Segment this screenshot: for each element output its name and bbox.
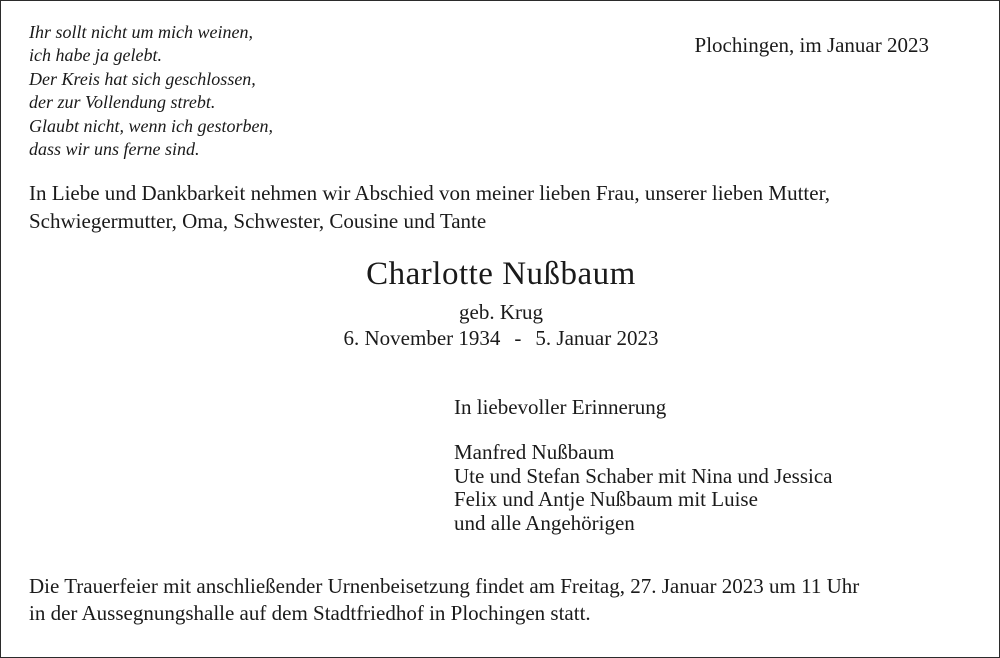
intro-line: Schwiegermutter, Oma, Schwester, Cousine und Tante [29, 209, 487, 233]
ceremony-line: Die Trauerfeier mit anschließender Urnenbeisetzung findet am Freitag, 27. Januar 2023 um 11 Uhr [29, 574, 860, 598]
memory-line: In liebevoller Erinnerung [454, 395, 667, 419]
birth-date: 6. November 1934 [343, 326, 501, 350]
poem-line: Ihr sollt nicht um mich weinen, [29, 22, 253, 42]
poem-line: der zur Vollendung strebt. [29, 92, 216, 113]
birth-name: geb. Krug [459, 300, 543, 324]
mourner: Manfred Nußbaum [454, 440, 615, 464]
intro-text [29, 179, 830, 235]
mourners-list [454, 441, 833, 535]
poem-line: Glaubt nicht, wenn ich gestorben, [29, 115, 273, 136]
mourner: und alle Angehörigen [454, 510, 635, 535]
ceremony-info [29, 573, 859, 627]
date-separator: - [514, 326, 522, 350]
deceased-name: Charlotte Nußbaum [366, 256, 636, 292]
intro-line: In Liebe und Dankbarkeit nehmen wir Abschied von meiner lieben Frau, unserer lieben Mutter, [29, 181, 830, 205]
mourner: Felix und Antje Nußbaum mit Luise [454, 487, 758, 511]
poem-line: ich habe ja gelebt. [29, 45, 162, 66]
death-date: 5. Januar 2023 [535, 326, 659, 350]
poem-line: dass wir uns ferne sind. [29, 139, 200, 160]
life-dates [1, 326, 1000, 351]
poem [29, 21, 273, 161]
place-and-date: Plochingen, im Januar 2023 [694, 33, 929, 57]
poem-line: Der Kreis hat sich geschlossen, [29, 68, 256, 89]
mourner: Ute und Stefan Schaber mit Nina und Jessica [454, 463, 833, 488]
ceremony-line: in der Aussegnungshalle auf dem Stadtfriedhof in Plochingen statt. [29, 601, 591, 625]
